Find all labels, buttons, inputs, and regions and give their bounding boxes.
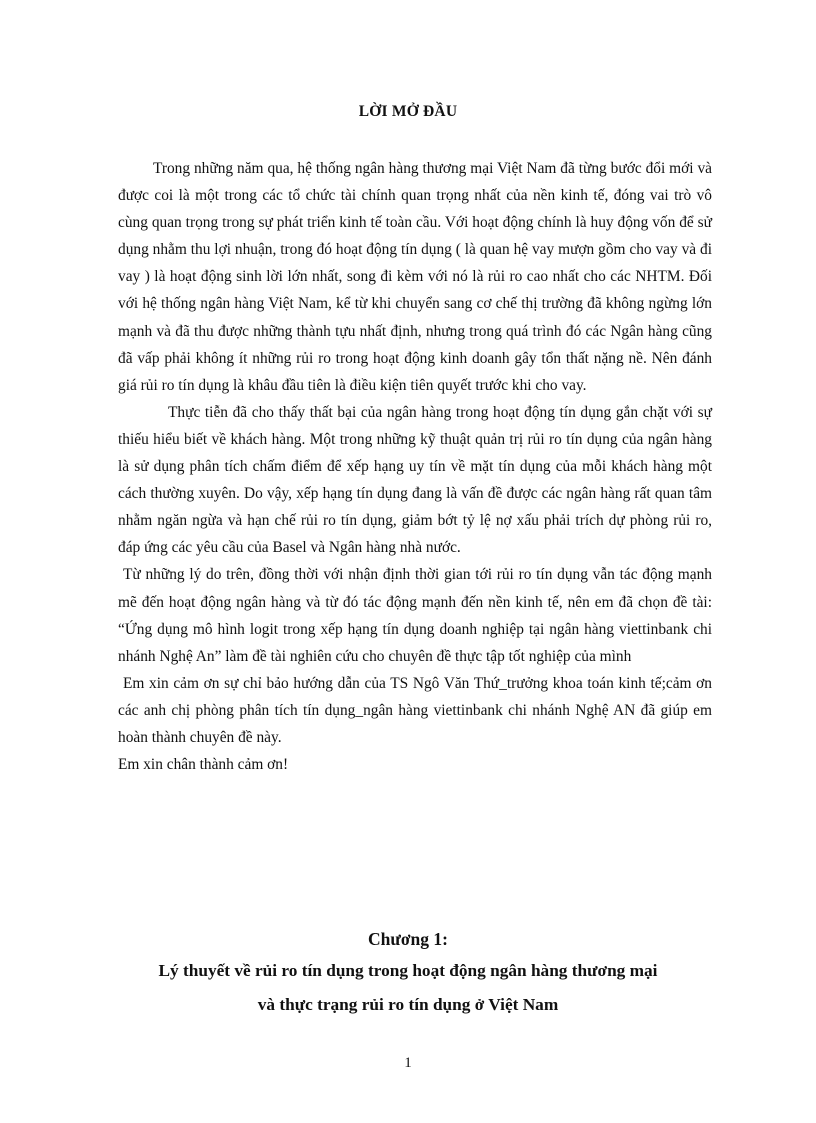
- paragraph-practice: Thực tiễn đã cho thấy thất bại của ngân hàng trong hoạt động tín dụng gắn chặt với sự thiếu hiểu biết về khách hàng. Một trong những kỹ thuật quản trị rủi ro tín dụng của ngân hàng là sử dụng phân tích chấm điểm để xếp hạng uy tín về mặt tín dụng của mỗi khách hàng một cách thường xuyên. Do vậy, xếp hạng tín dụng đang là vấn đề được các ngân hàng rất quan tâm nhằm ngăn ngừa và hạn chế rủi ro tín dụng, giảm bớt tỷ lệ nợ xấu phải trích dự phòng rủi ro, đáp ứng các yêu cầu của Basel và Ngân hàng nhà nước.: [118, 403, 712, 557]
- paragraph-thanks: Em xin chân thành cảm ơn!: [118, 756, 289, 774]
- chapter-title-line-2: và thực trạng rủi ro tín dụng ở Việt Nam: [257, 995, 559, 1014]
- page-number: 1: [404, 1055, 412, 1071]
- chapter-label: Chương 1:: [368, 929, 448, 949]
- body-text: [118, 155, 712, 778]
- page-title: LỜI MỞ ĐẦU: [358, 103, 458, 120]
- paragraph-intro: Trong những năm qua, hệ thống ngân hàng thương mại Việt Nam đã từng bước đổi mới và được coi là một trong các tổ chức tài chính quan trọng nhất của nền kinh tế, đóng vai trò vô cùng quan trọng trong sự phát triển kinh tế toàn cầu. Với hoạt động chính là huy động vốn để sử dụng nhằm thu lợi nhuận, trong đó hoạt động tín dụng ( là quan hệ vay mượn gồm cho vay và đi vay ) là hoạt động sinh lời lớn nhất, song đi kèm với nó là rủi ro cao nhất cho các NHTM. Đối với hệ thống ngân hàng Việt Nam, kể từ khi chuyển sang cơ chế thị trường đã không ngừng lớn mạnh và đã thu được những thành tựu nhất định, nhưng trong quá trình đó các Ngân hàng cũng đã vấp phải không ít những rủi ro trong hoạt động kinh doanh gây tổn thất nặng nề. Nên đánh giá rủi ro tín dụng là khâu đầu tiên là điều kiện tiên quyết trước khi cho vay.: [118, 160, 712, 394]
- paragraph-topic: Từ những lý do trên, đồng thời với nhận định thời gian tới rủi ro tín dụng vẫn tác động mạnh mẽ đến hoạt động ngân hàng và từ đó tác động mạnh đến nền kinh tế, nên em đã chọn đề tài: “Ứng dụng mô hình logit trong xếp hạng tín dụng doanh nghiệp tại ngân hàng viettinbank chi nhánh Nghệ An” làm đề tài nghiên cứu cho chuyên đề thực tập tốt nghiệp của mình: [118, 566, 712, 665]
- chapter-title-line-1: Lý thuyết về rủi ro tín dụng trong hoạt động ngân hàng thương mại: [158, 961, 658, 980]
- paragraph-acknowledgement: Em xin cảm ơn sự chỉ bảo hướng dẫn của TS Ngô Văn Thứ_trưởng khoa toán kinh tế;cảm ơn các anh chị phòng phân tích tín dụng_ngân hàng viettinbank chi nhánh Nghệ AN đã giúp em hoàn thành chuyên đề này.: [118, 674, 712, 746]
